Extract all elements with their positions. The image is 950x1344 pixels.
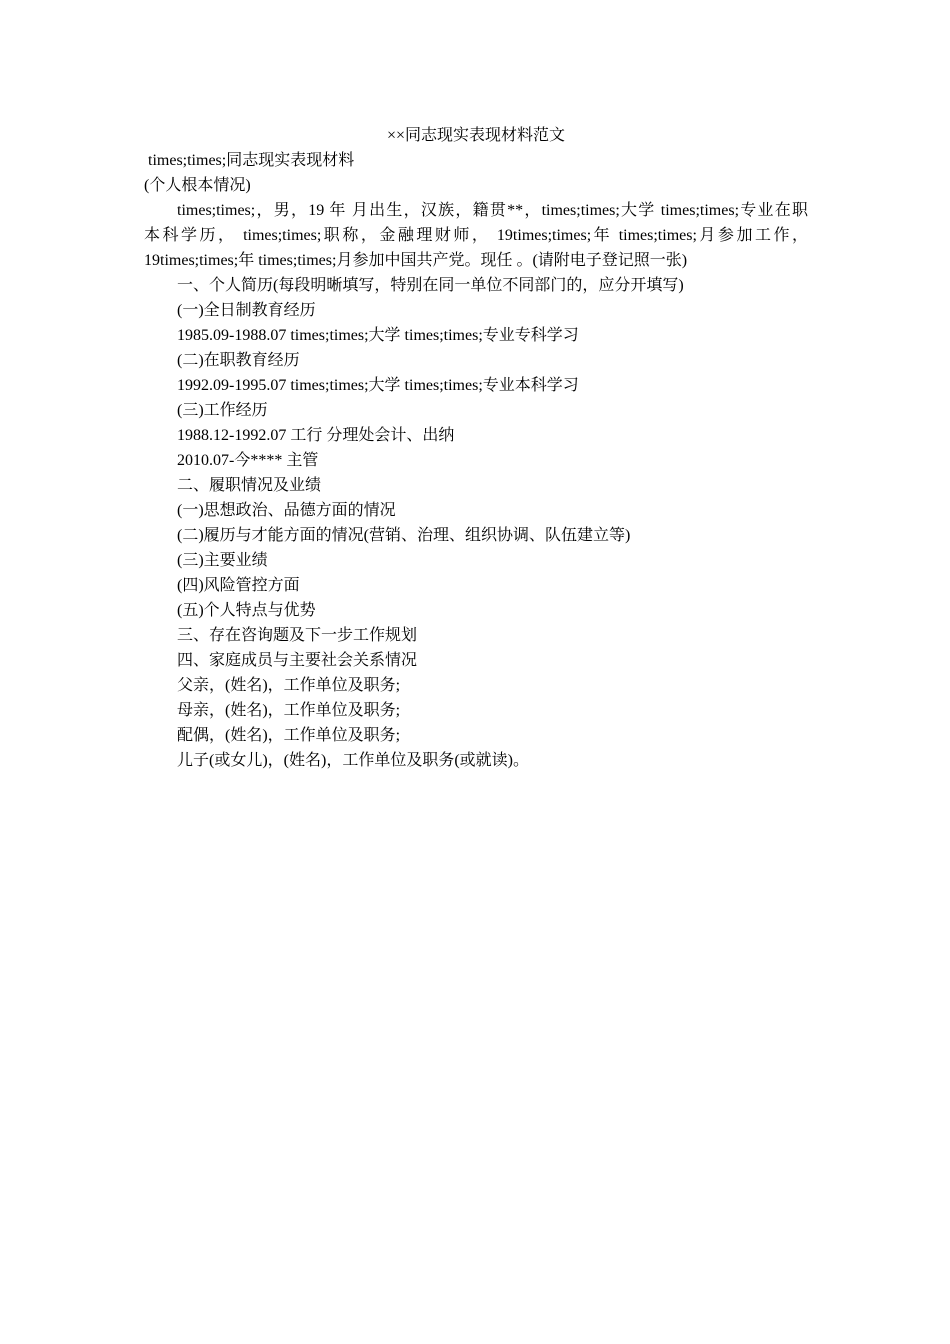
intro-line-2: 本科学历， times;times;职称，金融理财师， 19times;times;年 times;times;月参加工作， [144, 227, 808, 244]
performance-item-2: (二)履历与才能方面的情况(营销、治理、组织协调、队伍建立等) [177, 527, 631, 544]
document-body [144, 123, 808, 773]
section-family-heading: 四、家庭成员与主要社会关系情况 [177, 652, 418, 669]
document-title: ××同志现实表现材料范文 [386, 127, 566, 144]
performance-item-1: (一)思想政治、品德方面的情况 [177, 502, 396, 519]
inservice-education-entry: 1992.09-1995.07 times;times;大学 times;times;专业本科学习 [177, 377, 579, 394]
section-basic-info: (个人根本情况) [144, 177, 251, 194]
performance-item-4: (四)风险管控方面 [177, 577, 300, 594]
work-experience-entry-1: 1988.12-1992.07 工行 分理处会计、出纳 [177, 427, 455, 444]
fulltime-education-entry: 1985.09-1988.07 times;times;大学 times;times;专业专科学习 [177, 327, 579, 344]
family-member-mother: 母亲，(姓名)，工作单位及职务; [177, 702, 401, 719]
intro-line-3: 19times;times;年 times;times;月参加中国共产党。现任 。(请附电子登记照一张) [144, 252, 688, 269]
intro-paragraph [144, 198, 808, 273]
intro-line-1: times;times;，男，19 年 月出生，汉族，籍贯**，times;times;大学 times;times;专业在职 [177, 202, 808, 219]
performance-item-5: (五)个人特点与优势 [177, 602, 316, 619]
family-member-father: 父亲，(姓名)，工作单位及职务; [177, 677, 401, 694]
work-experience-heading: (三)工作经历 [177, 402, 268, 419]
performance-item-3: (三)主要业绩 [177, 552, 268, 569]
fulltime-education-heading: (一)全日制教育经历 [177, 302, 316, 319]
section-issues-heading: 三、存在咨询题及下一步工作规划 [177, 627, 418, 644]
family-member-child: 儿子(或女儿)，(姓名)，工作单位及职务(或就读)。 [177, 752, 529, 769]
section-resume-heading: 一、个人简历(每段明晰填写，特别在同一单位不同部门的，应分开填写) [177, 277, 684, 294]
section-performance-heading: 二、履职情况及业绩 [177, 477, 322, 494]
work-experience-entry-2: 2010.07-今**** 主管 [177, 452, 319, 469]
document-subtitle: times;times;同志现实表现材料 [148, 152, 355, 169]
inservice-education-heading: (二)在职教育经历 [177, 352, 300, 369]
family-member-spouse: 配偶，(姓名)，工作单位及职务; [177, 727, 401, 744]
